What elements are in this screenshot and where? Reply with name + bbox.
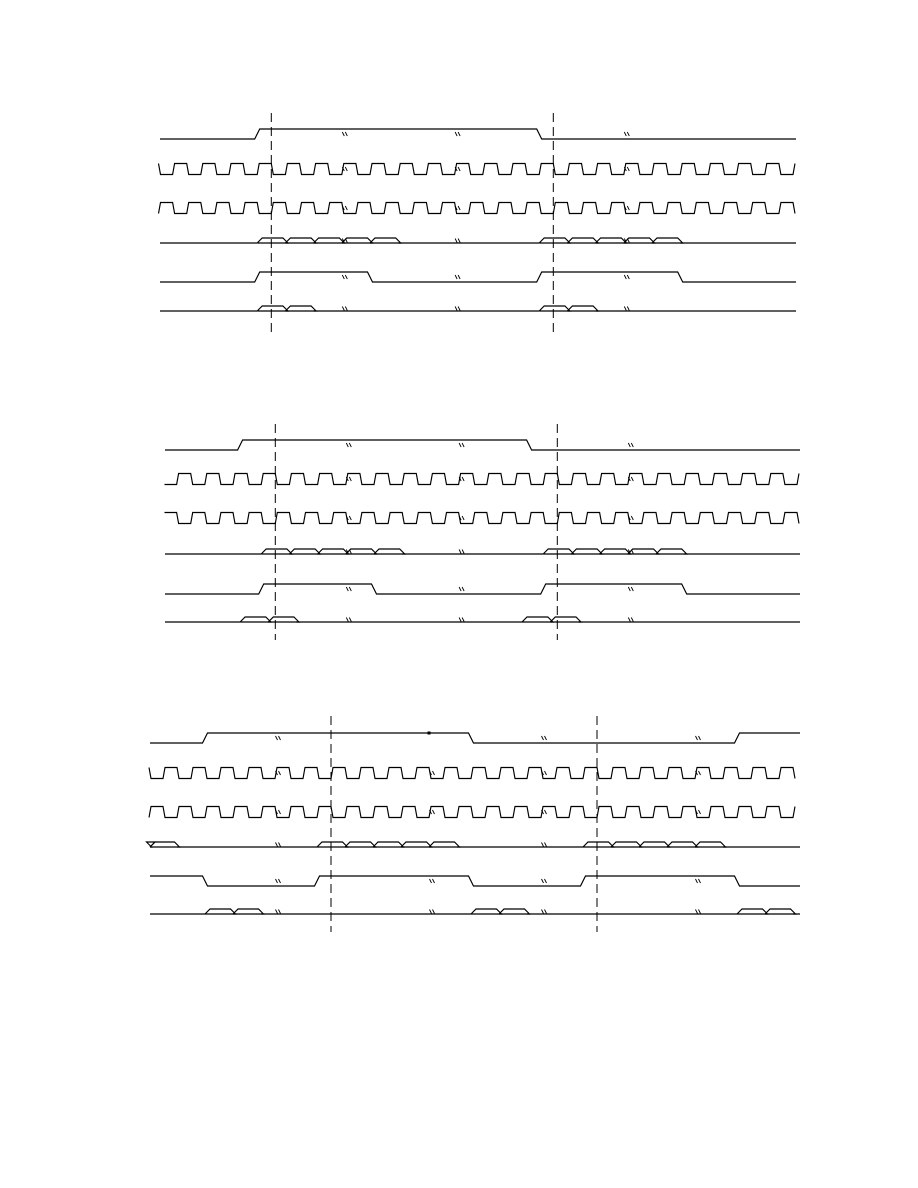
signal-1-level-trace [150,733,800,743]
signal-4-bus-cell-1 [257,238,288,243]
signal-4-bus-cell-2 [150,842,180,847]
signal-1-level-trace [165,440,800,450]
lane-signal-3 [165,513,800,524]
signal-4-bus-cell-5 [373,842,404,847]
signal-5-break-mark-2 [455,275,460,279]
signal-4-bus-cell-11 [667,842,698,847]
lane-signal-5 [165,584,800,594]
signal-5-break-mark-2 [459,587,464,591]
lane-signal-6 [160,306,796,311]
signal-3-clock-trace [149,807,795,818]
signal-2-clock-trace [149,768,795,779]
signal-6-bus-cell-2 [268,617,299,622]
signal-3-clock-trace [165,513,800,524]
signal-4-bus-cell-8 [600,549,631,554]
signal-5-break-mark-3 [542,879,547,883]
signal-6-bus-cell-5 [737,909,768,914]
signal-4-break-mark-2 [542,843,547,847]
signal-1-break-mark-2 [542,736,547,740]
signal-6-break-mark-2 [459,618,464,622]
signal-6-break-mark-1 [276,910,281,914]
signal-6-bus-cell-1 [257,306,288,311]
signal-4-bus-cell-10 [639,842,670,847]
signal-6-break-mark-3 [624,307,629,311]
lane-signal-2 [149,768,795,779]
signal-4-break-mark-1 [276,843,281,847]
signal-5-break-mark-3 [624,275,629,279]
lane-signal-3 [149,807,795,818]
signal-6-break-mark-4 [696,910,701,914]
signal-4-bus-cell-3 [318,549,349,554]
signal-6-bus-cell-2 [285,306,316,311]
signal-4-bus-cell-2 [285,238,316,243]
lane-signal-1 [160,129,796,139]
signal-6-bus-cell-3 [471,909,502,914]
lane-signal-1 [165,440,800,450]
signal-6-bus-cell-4 [567,306,598,311]
signal-5-level-trace [165,584,800,594]
signal-4-bus-cell-7 [567,238,598,243]
signal-1-break-mark-3 [628,443,633,447]
lane-signal-4 [160,238,796,243]
signal-5-break-mark-1 [276,879,281,883]
lane-signal-6 [165,617,800,622]
signal-6-bus-cell-1 [205,909,236,914]
signal-4-bus-cell-4 [345,842,376,847]
signal-4-bus-cell-5 [370,238,401,243]
signal-1-break-mark-2 [455,132,460,136]
signal-1-break-mark-3 [696,736,701,740]
signal-6-break-mark-3 [628,618,633,622]
signal-1-break-mark-1 [346,443,351,447]
signal-6-bus-cell-4 [550,617,581,622]
signal-6-break-mark-1 [346,618,351,622]
signal-1-level-trace [160,129,796,139]
signal-6-bus-cell-1 [240,617,271,622]
signal-4-break-mark-2 [455,239,460,243]
lane-signal-2 [159,164,796,175]
signal-4-bus-cell-3 [317,842,348,847]
signal-4-bus-cell-12 [695,842,726,847]
signal-4-bus-cell-2 [289,549,320,554]
timing-diagram-2 [165,424,801,640]
signal-5-level-trace [160,272,796,282]
signal-4-bus-cell-9 [611,842,642,847]
signal-5-break-mark-4 [696,879,701,883]
signal-5-level-trace [150,876,800,886]
signal-1-break-mark-2 [459,443,464,447]
signal-5-break-mark-1 [346,587,351,591]
signal-4-bus-cell-6 [539,238,570,243]
lane-signal-5 [150,876,800,886]
lane-signal-3 [159,203,796,214]
signal-1-dot-marker [428,732,431,735]
signal-2-clock-trace [165,474,800,485]
signal-4-bus-cell-7 [429,842,460,847]
lane-signal-2 [165,474,800,485]
signal-1-break-mark-1 [276,736,281,740]
timing-diagram-3 [147,716,801,932]
signal-4-bus-cell-10 [656,549,687,554]
signal-4-break-mark-2 [459,550,464,554]
signal-4-bus-cell-8 [583,842,614,847]
timing-diagram-1 [159,113,797,332]
signal-6-break-mark-1 [342,307,347,311]
signal-6-break-mark-2 [455,307,460,311]
lane-signal-6 [150,909,800,914]
lane-signal-4 [147,842,801,847]
signal-6-bus-cell-2 [233,909,264,914]
signal-4-bus-cell-6 [543,549,574,554]
signal-6-break-mark-2 [430,910,435,914]
signal-4-bus-cell-8 [596,238,627,243]
signal-5-break-mark-2 [430,879,435,883]
signal-6-bus-cell-3 [522,617,553,622]
signal-6-bus-cell-3 [539,306,570,311]
lane-signal-5 [160,272,796,282]
signal-4-bus-cell-3 [314,238,345,243]
signal-6-break-mark-3 [542,910,547,914]
signal-4-bus-cell-10 [652,238,683,243]
signal-1-break-mark-1 [342,132,347,136]
signal-4-bus-cell-5 [374,549,405,554]
signal-1-break-mark-3 [624,132,629,136]
signal-4-bus-cell-1 [261,549,292,554]
signal-6-bus-cell-4 [499,909,530,914]
signal-5-break-mark-1 [342,275,347,279]
signal-4-bus-cell-6 [401,842,432,847]
lane-signal-4 [165,549,800,554]
signal-6-bus-cell-6 [765,909,796,914]
lane-signal-1 [150,732,800,744]
signal-5-break-mark-3 [628,587,633,591]
signal-3-clock-trace [159,203,796,214]
signal-4-bus-cell-7 [571,549,602,554]
signal-2-clock-trace [159,164,796,175]
